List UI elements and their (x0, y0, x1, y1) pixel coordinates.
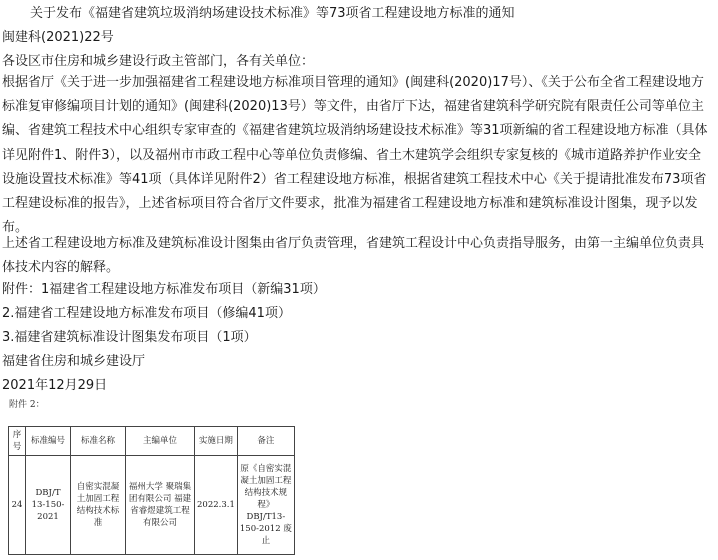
col-name-header: 标准名称 (71, 427, 126, 456)
cell-seq: 24 (9, 456, 26, 555)
cell-remark: 原《自密实混凝土加固工程结构技术规程》DBJ/T13-150-2012 废止 (237, 456, 294, 555)
cell-date: 2022.3.1 (195, 456, 238, 555)
attachment-item-1: 附件：1福建省工程建设地方标准发布项目（新编31项） (2, 282, 326, 297)
col-date-header: 实施日期 (195, 427, 238, 456)
standards-table (8, 426, 295, 555)
body-paragraph-2: 上述省工程建设地方标准及建筑标准设计图集由省厅负责管理，省建筑工程设计中心负责指导服务，由第一主编单位负责具体技术内容的解释。 (2, 236, 705, 276)
attachment-item-2: 2.福建省工程建设地方标准发布项目（修编41项） (2, 306, 291, 321)
issue-date: 2021年12月29日 (2, 378, 108, 393)
table-header-row (9, 427, 295, 456)
doc-number: 闽建科(2021)22号 (2, 30, 114, 45)
col-seq-header: 序号 (9, 427, 26, 456)
table-row (9, 456, 295, 555)
attachment-item-3: 3.福建省建筑标准设计图集发布项目（1项） (2, 330, 257, 345)
body-paragraph-1: 根据省厅《关于进一步加强福建省工程建设地方标准项目管理的通知》(闽建科(2020)17号）、《关于公布全省工程建设地方标准复审修编项目计划的通知》(闽建科(2020)13号）等文件，由省厅下达，福建省建筑科学研究院有限责任公司等单位主编、省建筑工程技术中心组织专家审查的《福建省建筑垃圾消纳场建设技术标准》等31项新编的省工程建设地方标准（具体详见附件1、附件3），以及福州市市政工程中心等单位负责修编、省土木建筑学会组织专家复核的《城市道路养护作业安全设施设置技术标准》等41项（具体详见附件2）省工程建设地方标准，根据省建筑工程技术中心《关于提请批准发布73项省工程建设标准的报告》，上述省标项目符合省厅文件要求，批准为福建省工程建设地方标准和建筑标准设计图集，现予以发布。 (2, 75, 708, 236)
col-remark-header: 备注 (237, 427, 294, 456)
notice-title: 关于发布《福建省建筑垃圾消纳场建设技术标准》等73项省工程建设地方标准的通知 (30, 6, 515, 21)
cell-unit: 福州大学 聚瑞集团有限公司 福建省睿煜建筑工程有限公司 (126, 456, 195, 555)
addressee: 各设区市住房和城乡建设行政主管部门，各有关单位： (2, 54, 315, 69)
col-unit-header: 主编单位 (126, 427, 195, 456)
cell-name: 自密实混凝土加固工程结构技术标准 (71, 456, 126, 555)
cell-code: DBJ/T 13-150-2021 (26, 456, 71, 555)
col-code-header: 标准编号 (26, 427, 71, 456)
attachment-label: 附件 2： (9, 400, 45, 410)
issuer: 福建省住房和城乡建设厅 (2, 354, 146, 369)
